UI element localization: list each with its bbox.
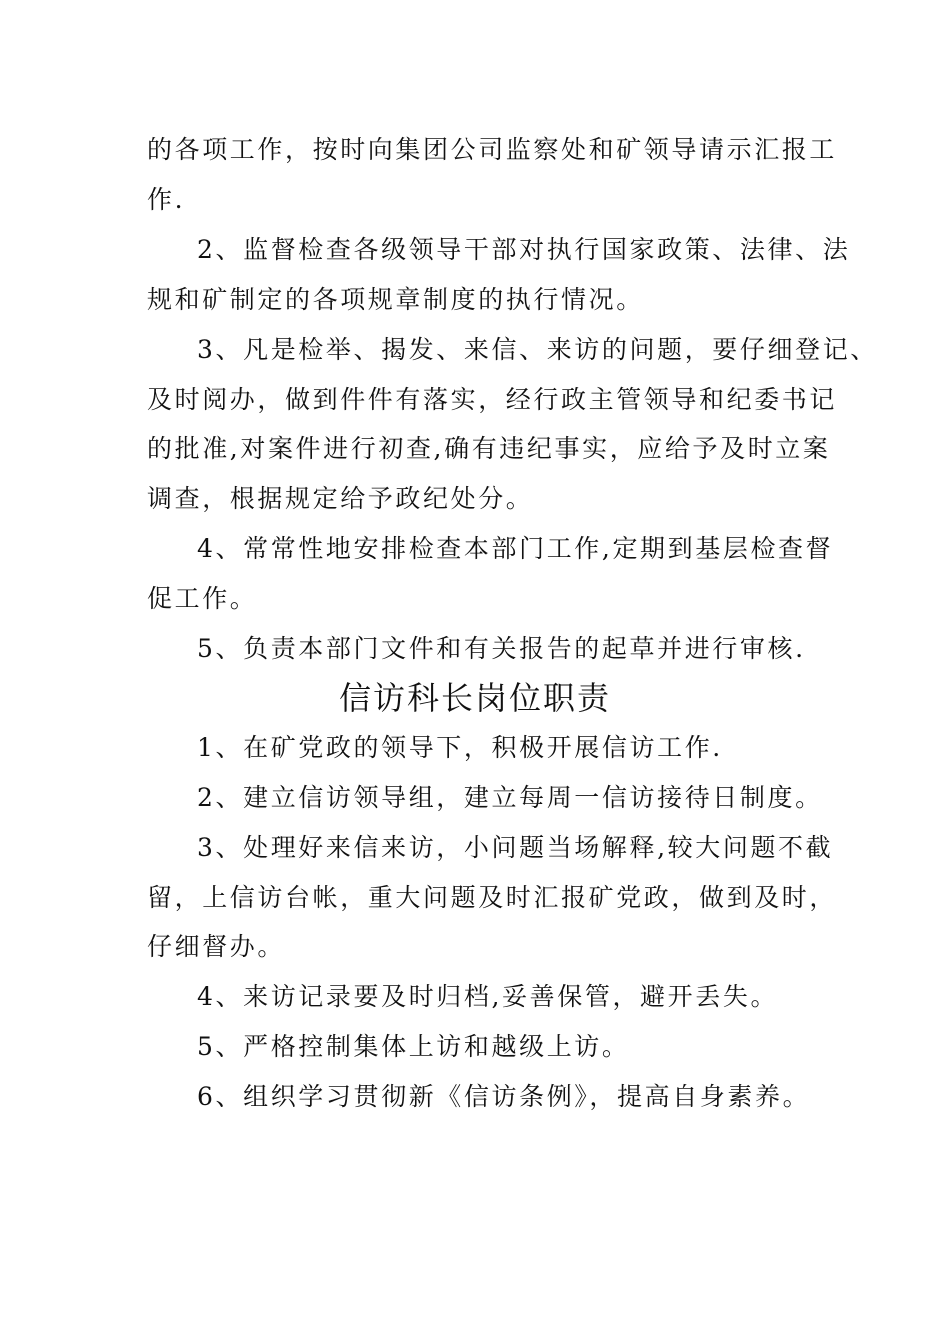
paragraph-line: 5、负责本部门文件和有关报告的起草并进行审核. <box>197 634 806 663</box>
paragraph-line: 的批准,对案件进行初查,确有违纪事实，应给予及时立案 <box>147 434 831 463</box>
paragraph-line: 6、组织学习贯彻新《信访条例》，提高自身素养。 <box>197 1082 811 1111</box>
paragraph-line: 促工作。 <box>147 584 258 613</box>
paragraph-line: 的各项工作，按时向集团公司监察处和矿领导请示汇报工 <box>147 135 838 164</box>
paragraph-line: 作. <box>147 185 186 214</box>
paragraph-line: 及时阅办，做到件件有落实，经行政主管领导和纪委书记 <box>147 385 838 414</box>
paragraph-line: 2、监督检查各级领导干部对执行国家政策、法律、法 <box>197 235 851 264</box>
paragraph-line: 5、严格控制集体上访和越级上访。 <box>197 1032 630 1061</box>
paragraph-line: 仔细督办。 <box>147 932 286 961</box>
paragraph-line: 3、凡是检举、揭发、来信、来访的问题，要仔细登记、 <box>197 335 878 364</box>
paragraph-line: 规和矿制定的各项规章制度的执行情况。 <box>147 285 644 314</box>
paragraph-line: 4、来访记录要及时归档,妥善保管，避开丢失。 <box>197 982 779 1011</box>
paragraph-line: 3、处理好来信来访，小问题当场解释,较大问题不截 <box>197 833 834 862</box>
paragraph-line: 2、建立信访领导组，建立每周一信访接待日制度。 <box>197 783 823 812</box>
paragraph-line: 留，上信访台帐，重大问题及时汇报矿党政，做到及时， <box>147 883 838 912</box>
section-title: 信访科长岗位职责 <box>338 679 611 717</box>
paragraph-line: 1、在矿党政的领导下，积极开展信访工作. <box>197 733 723 762</box>
paragraph-line: 4、常常性地安排检查本部门工作,定期到基层检查督 <box>197 534 834 563</box>
paragraph-line: 调查，根据规定给予政纪处分。 <box>147 484 534 513</box>
